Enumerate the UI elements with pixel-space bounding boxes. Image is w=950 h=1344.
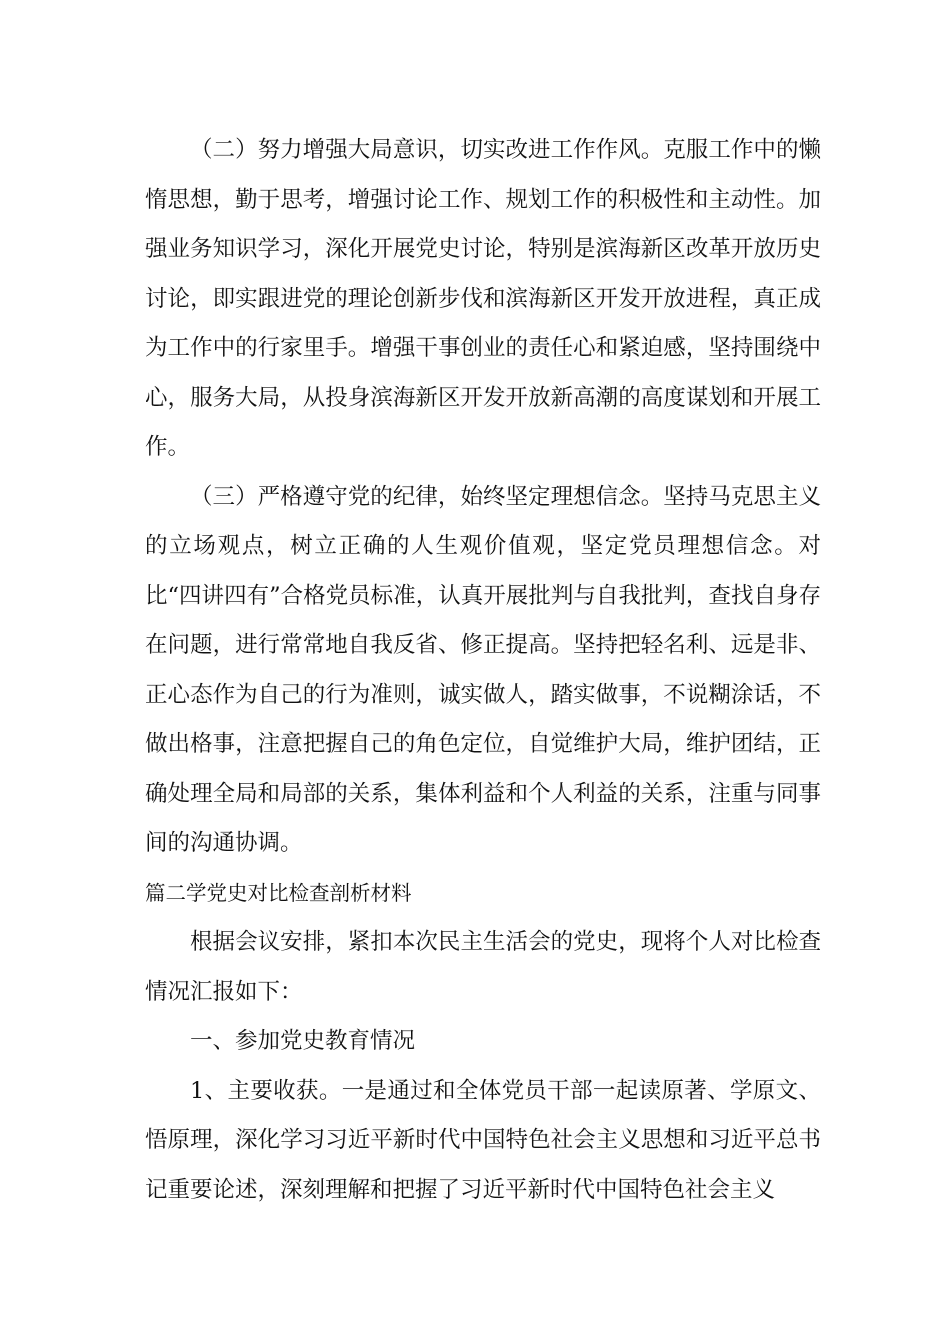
paragraph-main-gains: 1、主要收获。一是通过和全体党员干部一起读原著、学原文、悟原理，深化学习习近平新时代中国特色社会主义思想和习近平总书记重要论述，深刻理解和把握了习近平新时代中国特色社会主义 bbox=[145, 1077, 821, 1203]
section-title: 篇二学党史对比检查剖析材料 bbox=[145, 880, 412, 905]
document-body bbox=[145, 126, 821, 1215]
heading-party-history-education: 一、参加党史教育情况 bbox=[190, 1028, 416, 1054]
paragraph-intro: 根据会议安排，紧扣本次民主生活会的党史，现将个人对比检查情况汇报如下： bbox=[145, 929, 821, 1005]
paragraph-work-style: （二）努力增强大局意识，切实改进工作作风。克服工作中的懒惰思想，勤于思考，增强讨论工作、规划工作的积极性和主动性。加强业务知识学习，深化开展党史讨论，特别是滨海新区改革开放历史讨论，即实跟进党的理论创新步伐和滨海新区开发开放进程，真正成为工作中的行家里手。增强干事创业的责任心和紧迫感，坚持围绕中心，服务大局，从投身滨海新区开发开放新高潮的高度谋划和开展工作。 bbox=[145, 137, 821, 460]
paragraph-party-discipline: （三）严格遵守党的纪律，始终坚定理想信念。坚持马克思主义的立场观点，树立正确的人生观价值观，坚定党员理想信念。对比“四讲四有”合格党员标准，认真开展批判与自我批判，查找自身存在问题，进行常常地自我反省、修正提高。坚持把轻名利、远是非、正心态作为自己的行为准则，诚实做人，踏实做事，不说糊涂话，不做出格事，注意把握自己的角色定位，自觉维护大局，维护团结，正确处理全局和局部的关系，集体利益和个人利益的关系，注重与同事间的沟通协调。 bbox=[145, 483, 821, 856]
